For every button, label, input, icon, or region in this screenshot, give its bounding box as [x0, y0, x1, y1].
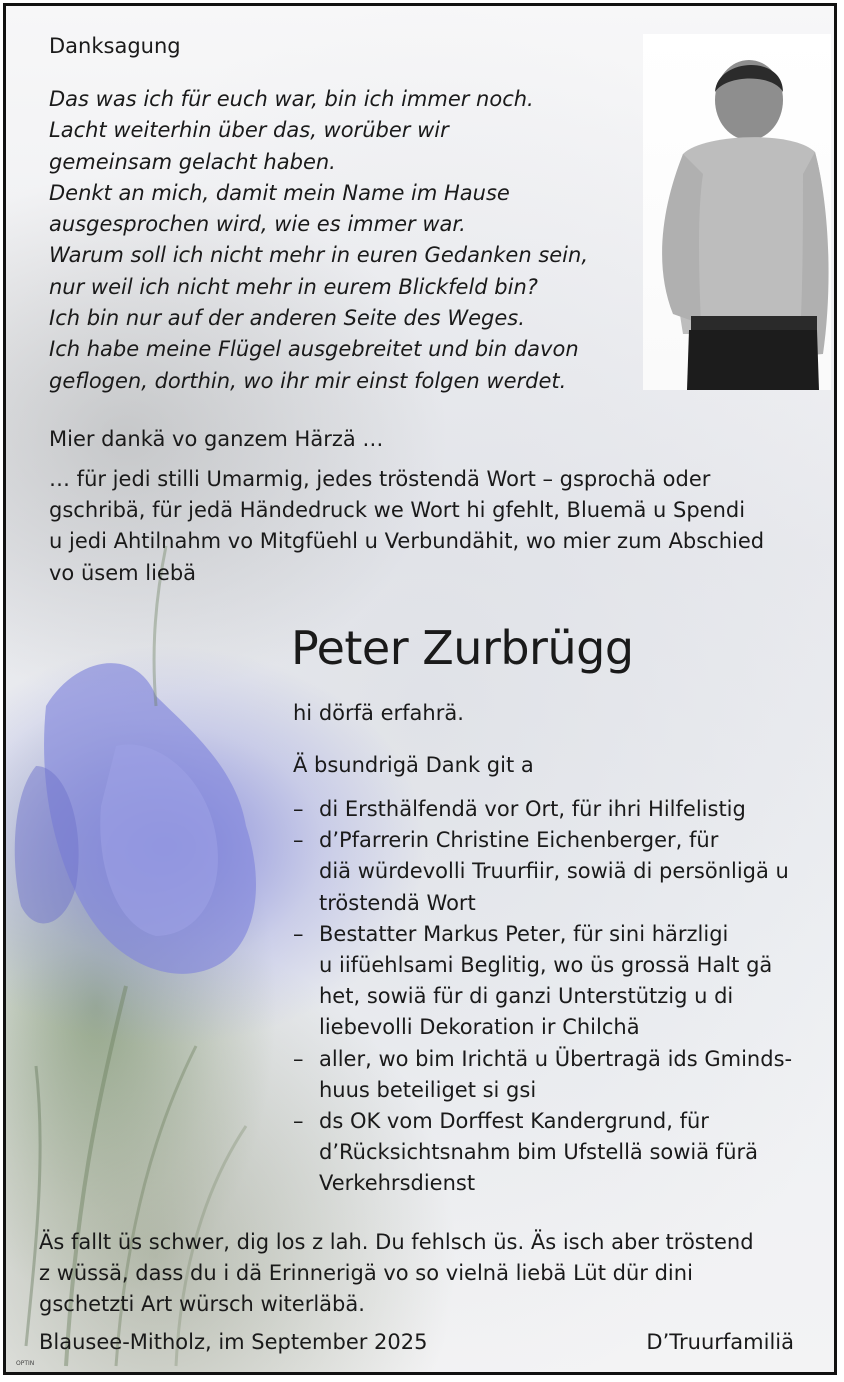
- portrait-arm-left: [662, 154, 703, 324]
- closing-line: gschetzti Art würsch witerläbä.: [39, 1292, 365, 1317]
- list-dash: –: [293, 1046, 304, 1071]
- poem-line: Denkt an mich, damit mein Name im Hause: [49, 180, 510, 205]
- imprint-mark: OPTIN: [16, 1360, 35, 1367]
- list-item-line: tröstendä Wort: [319, 890, 476, 915]
- thanks-line: gschribä, für jedä Händedruck we Wort hi gfehlt, Bluemä u Spendi: [49, 498, 746, 523]
- poem-line: Ich habe meine Flügel ausgebreitet und bin davon: [49, 337, 579, 362]
- poem-line: Das was ich für euch war, bin ich immer noch.: [49, 87, 534, 111]
- signature: D’Truurfamiliä: [646, 1330, 794, 1354]
- portrait-trousers: [687, 330, 819, 390]
- special-thanks-heading: Ä bsundrigä Dank git a: [293, 753, 534, 777]
- thanks-paragraph: [49, 464, 764, 589]
- poem-line: Ich bin nur auf der anderen Seite des Weges.: [49, 306, 525, 331]
- hi-dorfa-line: hi dörfä erfahrä.: [293, 701, 464, 725]
- poem-line: nur weil ich nicht mehr in eurem Blickfeld bin?: [49, 274, 538, 299]
- list-dash: –: [293, 1108, 304, 1133]
- portrait-figure: [643, 34, 831, 390]
- deceased-name: Peter Zurbrügg: [291, 621, 634, 675]
- thanks-line: vo üsem liebä: [49, 560, 197, 585]
- closing-line: z wüssä, dass du i dä Erinnerigä vo so vielnä liebä Lüt dür dini: [39, 1261, 693, 1286]
- list-item-line: ds OK vom Dorffest Kandergrund, für: [319, 1108, 709, 1133]
- list-item-line: het, sowiä für di ganzi Unterstützig u di: [319, 984, 734, 1009]
- place-date: Blausee-Mitholz, im September 2025: [39, 1330, 428, 1354]
- list-item-line: huus beteiliget si gsi: [319, 1077, 537, 1102]
- list-item-line: u iifüehlsami Beglitig, wo üs grossä Halt gä: [319, 952, 773, 977]
- list-dash: –: [293, 797, 304, 821]
- closing-line: Äs fallt üs schwer, dig los z lah. Du fehlsch üs. Äs isch aber tröstend: [39, 1230, 754, 1254]
- list-item-line: Verkehrsdienst: [319, 1171, 476, 1196]
- portrait-belt: [691, 316, 817, 330]
- mier-danka-line: Mier dankä vo ganzem Härzä …: [49, 427, 384, 451]
- list-item-line: d’Rücksichtsnahm bim Ufstellä sowiä fürä: [319, 1140, 759, 1165]
- obituary-card: [3, 3, 837, 1375]
- list-dash: –: [293, 921, 304, 946]
- list-item-line: liebevolli Dekoration ir Chilchä: [319, 1015, 640, 1040]
- list-item-line: di Ersthälfendä vor Ort, für ihri Hilfelistig: [319, 797, 746, 821]
- poem: [49, 84, 588, 397]
- thanks-line: u jedi Ahtilnahm vo Mitgfüehl u Verbundähit, wo mier zum Abschied: [49, 529, 765, 554]
- list-item-line: d’Pfarrerin Christine Eichenberger, für: [319, 828, 719, 853]
- poem-line: geflogen, dorthin, wo ihr mir einst folgen werdet.: [49, 368, 567, 393]
- list-dash: –: [293, 828, 304, 853]
- poem-line: gemeinsam gelacht haben.: [49, 149, 336, 174]
- closing-paragraph: [39, 1227, 754, 1321]
- heading: Danksagung: [49, 34, 181, 58]
- poem-line: ausgesprochen wird, wie es immer war.: [49, 212, 466, 237]
- list-item-line: Bestatter Markus Peter, für sini härzligi: [319, 921, 729, 946]
- poem-line: Lacht weiterhin über das, worüber wir: [49, 118, 449, 143]
- list-item-line: aller, wo bim Irichtä u Übertragä ids Gminds-: [319, 1046, 793, 1071]
- poem-line: Warum soll ich nicht mehr in euren Gedanken sein,: [49, 243, 588, 268]
- thanks-line: … für jedi stilli Umarmig, jedes tröstendä Wort – gsprochä oder: [49, 467, 711, 491]
- portrait-photo: [643, 34, 831, 390]
- list-item-line: diä würdevolli Truurfiir, sowiä di persönligä u: [319, 859, 789, 884]
